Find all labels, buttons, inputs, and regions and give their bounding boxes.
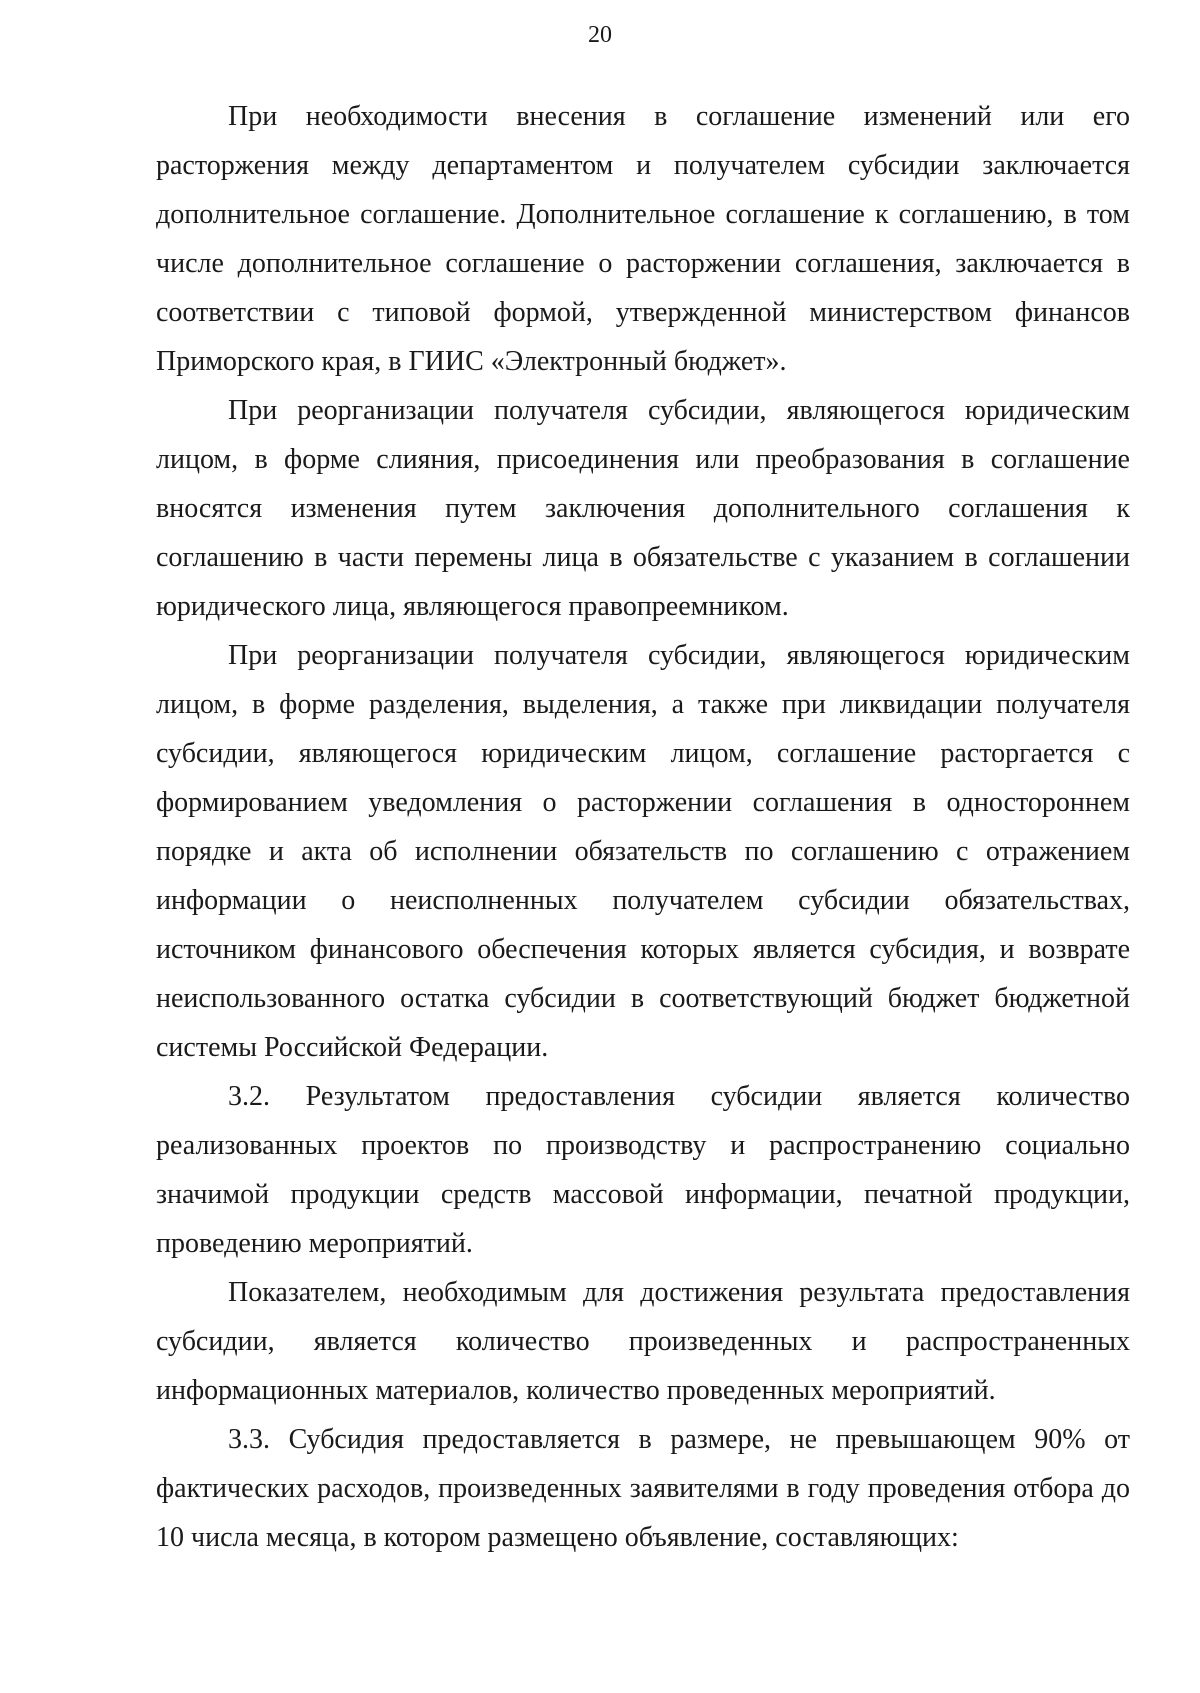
document-body — [156, 92, 1130, 1562]
paragraph-3-2-result: 3.2. Результатом предоставления субсидии является количество реализованных проектов по производству и распространению социально значимой продукции средств массовой информации, печатной продукции, проведению мероприятий. — [156, 1081, 1130, 1259]
paragraph-3-3-subsidy-amount: 3.3. Субсидия предоставляется в размере, не превышающем 90% от фактических расходов, произведенных заявителями в году проведения отбора до 10 числа месяца, в котором размещено объявление, составляющих: — [156, 1424, 1130, 1553]
page-number: 20 — [588, 22, 612, 48]
paragraph-indicator: Показателем, необходимым для достижения результата предоставления субсидии, является количество произведенных и распространенных информационных материалов, количество проведенных мероприятий. — [156, 1277, 1130, 1406]
paragraph-reorganization-division: При реорганизации получателя субсидии, являющегося юридическим лицом, в форме разделения, выделения, а также при ликвидации получателя субсидии, являющегося юридическим лицом, соглашение расторгается с формированием уведомления о расторжении соглашения в одностороннем порядке и акта об исполнении обязательств по соглашению с отражением информации о неисполненных получателем субсидии обязательствах, источником финансового обеспечения которых является субсидия, и возврате неиспользованного остатка субсидии в соответствующий бюджет бюджетной системы Российской Федерации. — [156, 640, 1130, 1063]
paragraph-reorganization-merger: При реорганизации получателя субсидии, являющегося юридическим лицом, в форме слияния, присоединения или преобразования в соглашение вносятся изменения путем заключения дополнительного соглашения к соглашению в части перемены лица в обязательстве с указанием в соглашении юридического лица, являющегося правопреемником. — [156, 395, 1130, 622]
paragraph-amendment: При необходимости внесения в соглашение изменений или его расторжения между департаментом и получателем субсидии заключается дополнительное соглашение. Дополнительное соглашение к соглашению, в том числе дополнительное соглашение о расторжении соглашения, заключается в соответствии с типовой формой, утвержденной министерством финансов Приморского края, в ГИИС «Электронный бюджет». — [156, 101, 1130, 377]
